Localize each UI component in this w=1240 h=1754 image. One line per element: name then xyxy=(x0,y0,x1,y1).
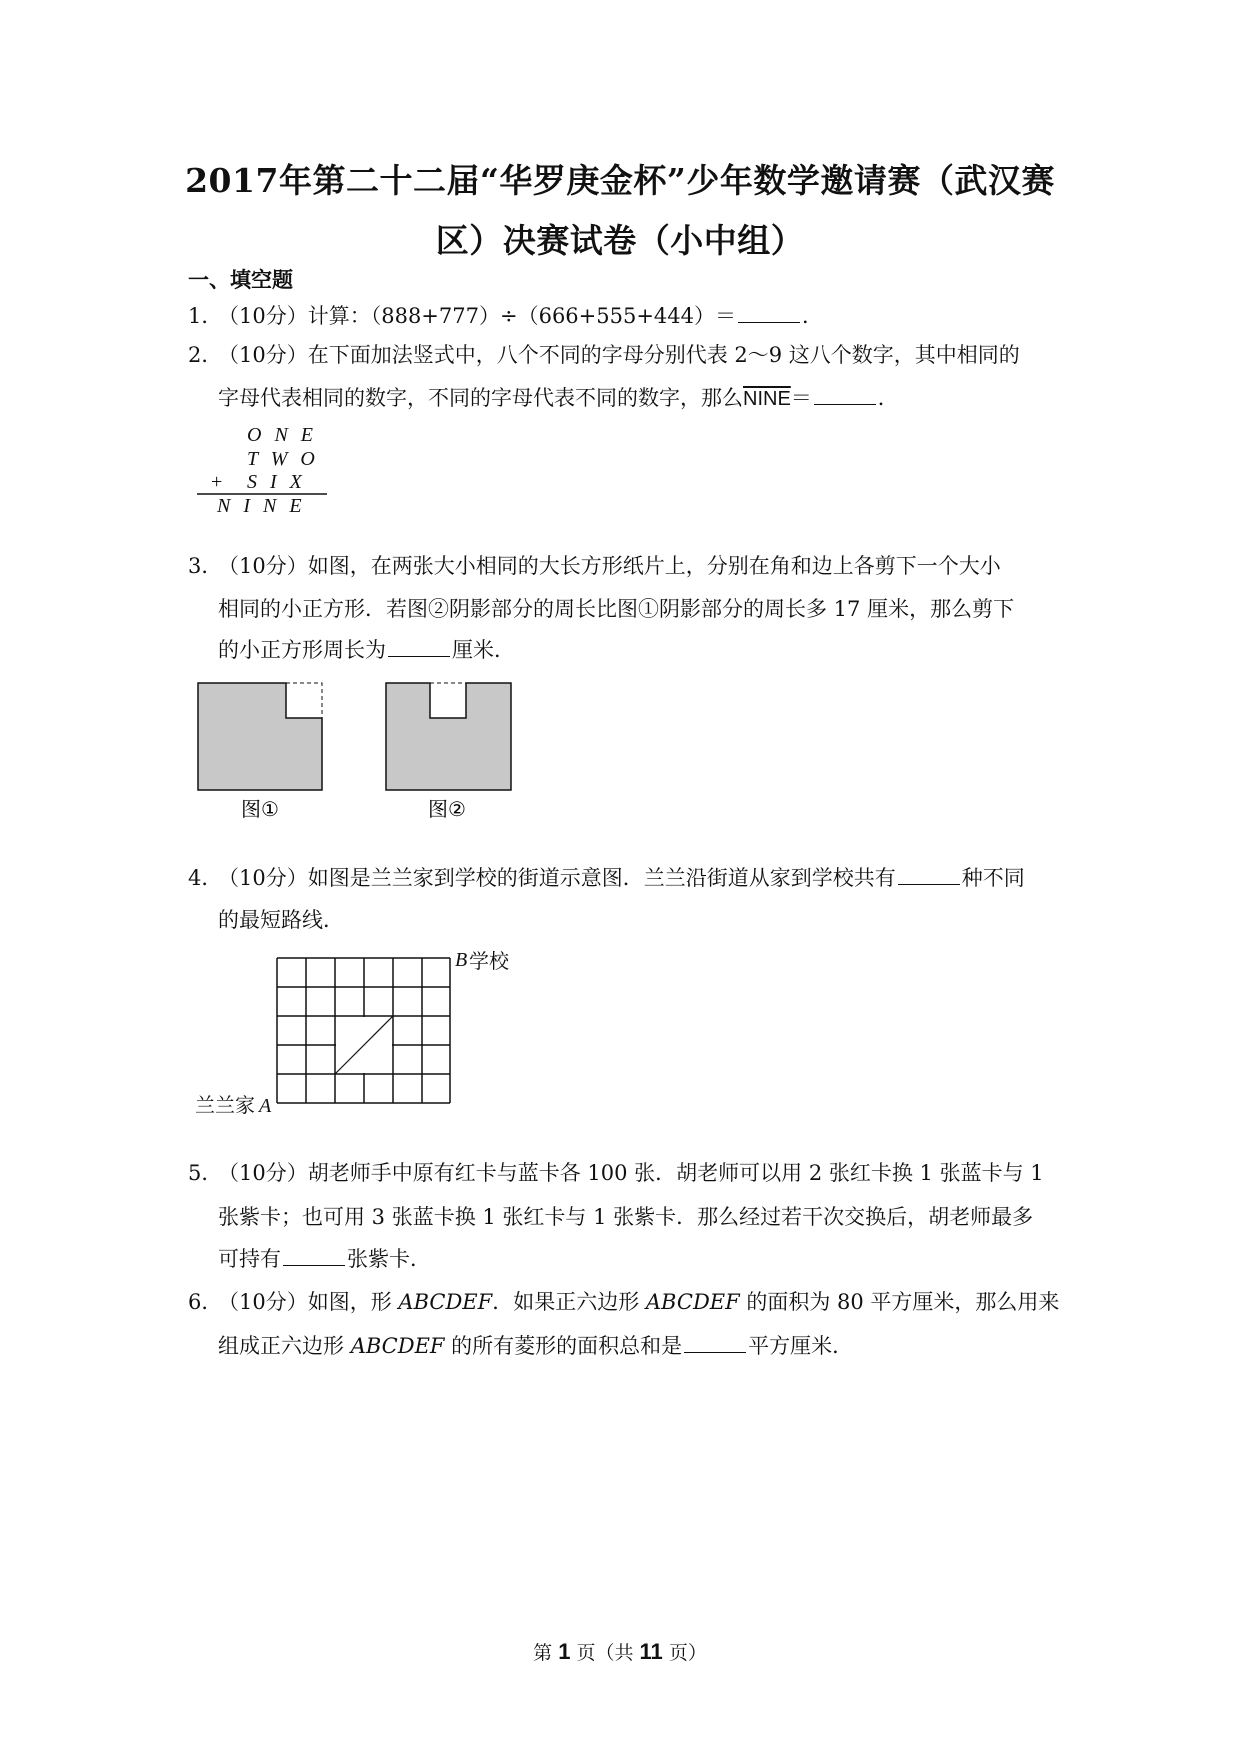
answer-blank xyxy=(814,403,876,405)
figure1-cut-outline xyxy=(286,683,322,718)
page-title-line2: 区）决赛试卷（小中组） xyxy=(435,221,805,260)
nine-overline: NINE xyxy=(743,388,791,410)
q3-line2: 相同的小正方形．若图②阴影部分的周长比图①阴影部分的周长多 17 厘米，那么剪下 xyxy=(218,597,1015,621)
section-heading: 一、填空题 xyxy=(188,267,293,292)
rectangles-figure xyxy=(195,678,535,828)
addition-figure xyxy=(195,420,345,525)
label-a: A xyxy=(259,1095,272,1117)
q6-line2: 组成正六边形 ABCDEF 的所有菱形的面积总和是 平方厘米． xyxy=(218,1334,854,1358)
answer-blank xyxy=(738,321,800,323)
q1-text: （10分）计算：（888+777）÷（666+555+444）＝ ． xyxy=(218,304,824,328)
q3-line1: （10分）如图，在两张大小相同的大长方形纸片上，分别在角和边上各剪下一个大小 xyxy=(218,554,1001,578)
row-one: O N E xyxy=(247,424,317,446)
page-footer: 第 1 页（共 11 页） xyxy=(533,1639,707,1664)
answer-blank xyxy=(898,883,960,885)
figure2-caption: 图② xyxy=(428,797,466,821)
figure1-caption: 图① xyxy=(241,797,279,821)
answer-blank xyxy=(283,1264,345,1266)
label-school: 学校 xyxy=(469,949,509,973)
q1-number: 1． xyxy=(188,304,223,328)
street-grid-figure xyxy=(195,940,525,1120)
q5-number: 5． xyxy=(188,1161,223,1185)
label-b: B xyxy=(455,949,468,971)
q5-line1: （10分）胡老师手中原有红卡与蓝卡各 100 张．胡老师可以用 2 张红卡换 1 张蓝卡与 1 xyxy=(218,1161,1044,1185)
label-home: 兰兰家 xyxy=(195,1093,255,1117)
row-six: S I X xyxy=(247,471,306,493)
q2-line2: 字母代表相同的数字，不同的字母代表不同的数字，那么NINE＝ ． xyxy=(218,386,899,410)
q5-line3: 可持有 张紫卡． xyxy=(218,1247,431,1271)
q4-number: 4． xyxy=(188,866,223,890)
figure1-shaded xyxy=(198,683,322,790)
plus-sign: + xyxy=(211,471,223,493)
q2-number: 2． xyxy=(188,343,223,367)
q6-line1: （10分）如图，形 ABCDEF．如果正六边形 ABCDEF 的面积为 80 平方厘米，那么用来 xyxy=(218,1290,1060,1314)
answer-blank xyxy=(388,655,450,657)
row-two: T W O xyxy=(247,448,319,470)
answer-blank xyxy=(684,1351,746,1353)
figure2-shaded xyxy=(386,683,511,790)
q4-line1: （10分）如图是兰兰家到学校的街道示意图．兰兰沿街道从家到学校共有 种不同 xyxy=(218,866,1025,890)
q2-line1: （10分）在下面加法竖式中，八个不同的字母分别代表 2～9 这八个数字，其中相同的 xyxy=(218,343,1020,367)
row-nine: N I N E xyxy=(217,495,306,517)
q4-line2: 的最短路线． xyxy=(218,908,344,932)
q5-line2: 张紫卡；也可用 3 张蓝卡换 1 张红卡与 1 张紫卡．那么经过若干次交换后，胡老师最多 xyxy=(218,1205,1034,1229)
q3-number: 3． xyxy=(188,554,223,578)
q3-line3: 的小正方形周长为 厘米． xyxy=(218,638,515,662)
q6-number: 6． xyxy=(188,1290,223,1314)
page-title-line1: 2017年第二十二届“华罗庚金杯”少年数学邀请赛（武汉赛 xyxy=(185,161,1055,200)
